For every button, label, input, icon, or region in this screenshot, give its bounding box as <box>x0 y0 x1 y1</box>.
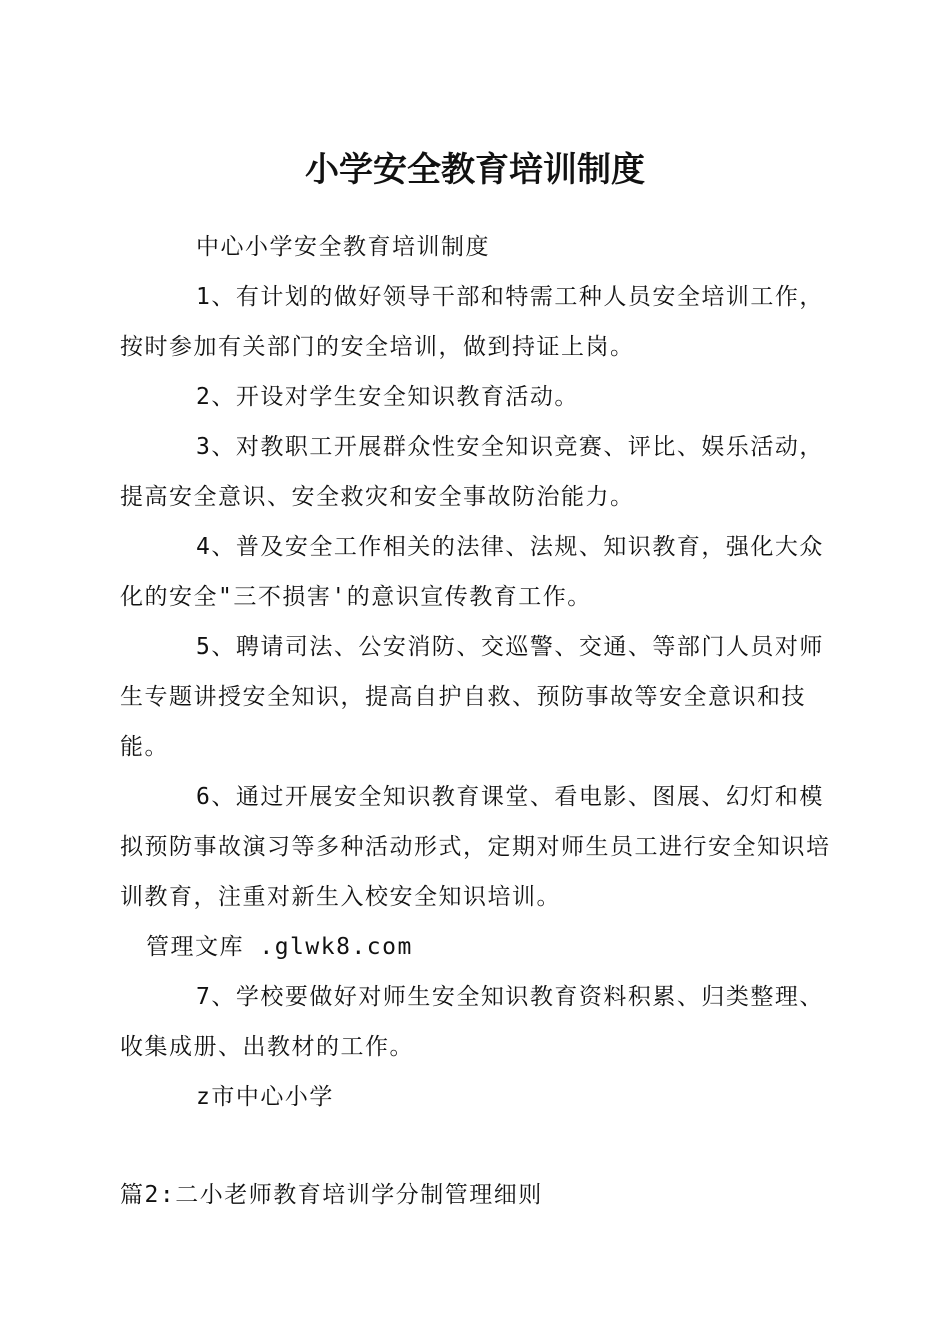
rule-item-3: 3、对教职工开展群众性安全知识竞赛、评比、娱乐活动，提高安全意识、安全救灾和安全事故防治能力。 <box>120 434 824 510</box>
document-title: 小学安全教育培训制度 <box>305 150 645 190</box>
section-gap <box>120 1122 836 1170</box>
signature: z市中心小学 <box>196 1084 334 1110</box>
rule-item-4: 4、普及安全工作相关的法律、法规、知识教育，强化大众化的安全"三不损害'的意识宣传教育工作。 <box>120 534 824 610</box>
source-line: 管理文库 .glwk8.com <box>146 934 413 960</box>
rule-item-1: 1、有计划的做好领导干部和特需工种人员安全培训工作，按时参加有关部门的安全培训，做到持证上岗。 <box>120 284 824 360</box>
rule-item-7: 7、学校要做好对师生安全知识教育资料积累、归类整理、收集成册、出教材的工作。 <box>120 984 824 1060</box>
rule-item-5: 5、聘请司法、公安消防、交巡警、交通、等部门人员对师生专题讲授安全知识，提高自护自救、预防事故等安全意识和技能。 <box>120 634 824 760</box>
next-section-heading: 篇2:二小老师教育培训学分制管理细则 <box>120 1182 543 1208</box>
document-subtitle: 中心小学安全教育培训制度 <box>196 234 490 260</box>
rule-item-6: 6、通过开展安全知识教育课堂、看电影、图展、幻灯和模拟预防事故演习等多种活动形式，定期对师生员工进行安全知识培训教育，注重对新生入校安全知识培训。 <box>120 784 831 910</box>
rule-item-2: 2、开设对学生安全知识教育活动。 <box>196 384 579 410</box>
document-body <box>120 222 836 1220</box>
